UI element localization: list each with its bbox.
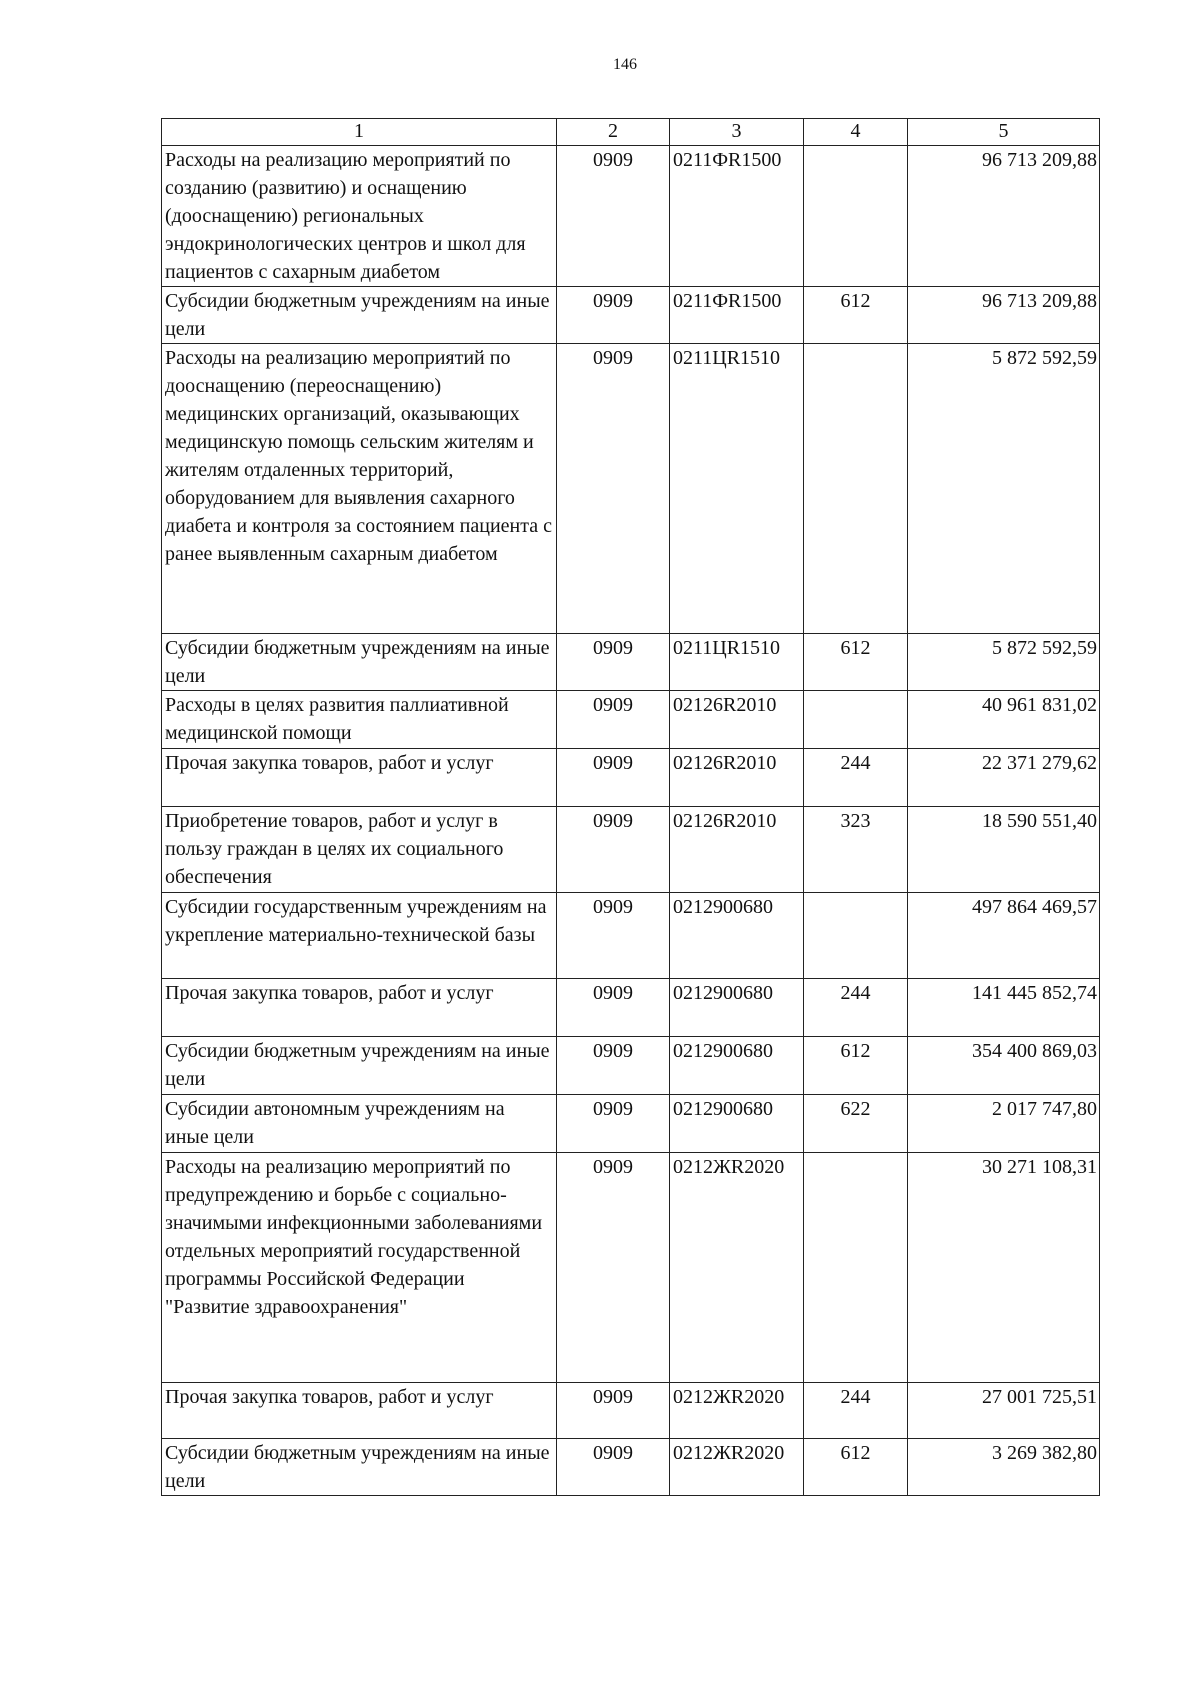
row-section: 0909 xyxy=(557,287,670,344)
row-section: 0909 xyxy=(557,634,670,691)
row-kind xyxy=(804,893,908,979)
header-row xyxy=(162,119,1100,146)
row-amount: 18 590 551,40 xyxy=(908,807,1100,893)
table-row xyxy=(162,287,1100,344)
row-kind: 612 xyxy=(804,634,908,691)
row-name: Расходы на реализацию мероприятий по дооснащению (переоснащению) медицинских организаций, оказывающих медицинскую помощь сельским жителям и жителям отдаленных территорий, оборудованием для выявления сахарного диабета и контроля за состоянием пациента с ранее выявленным сахарным диабетом xyxy=(162,344,557,634)
row-kind: 244 xyxy=(804,1383,908,1439)
table-row xyxy=(162,807,1100,893)
row-code: 02126R2010 xyxy=(670,807,804,893)
row-code: 0212900680 xyxy=(670,1037,804,1095)
header-col-2: 2 xyxy=(557,119,670,146)
row-amount: 96 713 209,88 xyxy=(908,287,1100,344)
row-kind: 323 xyxy=(804,807,908,893)
row-name: Расходы на реализацию мероприятий по созданию (развитию) и оснащению (дооснащению) региональных эндокринологических центров и школ для пациентов с сахарным диабетом xyxy=(162,146,557,287)
table-row xyxy=(162,1383,1100,1439)
header-col-3: 3 xyxy=(670,119,804,146)
row-section: 0909 xyxy=(557,1095,670,1153)
row-code: 0211ЦR1510 xyxy=(670,344,804,634)
row-amount: 497 864 469,57 xyxy=(908,893,1100,979)
header-col-5: 5 xyxy=(908,119,1100,146)
row-section: 0909 xyxy=(557,749,670,807)
row-amount: 5 872 592,59 xyxy=(908,634,1100,691)
row-kind: 612 xyxy=(804,1439,908,1496)
row-amount: 27 001 725,51 xyxy=(908,1383,1100,1439)
row-kind xyxy=(804,691,908,749)
table-row xyxy=(162,146,1100,287)
row-amount: 22 371 279,62 xyxy=(908,749,1100,807)
row-section: 0909 xyxy=(557,691,670,749)
row-code: 0212900680 xyxy=(670,893,804,979)
table-row xyxy=(162,749,1100,807)
row-amount: 5 872 592,59 xyxy=(908,344,1100,634)
table-row xyxy=(162,1153,1100,1383)
header-col-4: 4 xyxy=(804,119,908,146)
row-code: 0212ЖR2020 xyxy=(670,1439,804,1496)
row-section: 0909 xyxy=(557,1439,670,1496)
row-code: 0212ЖR2020 xyxy=(670,1383,804,1439)
row-amount: 354 400 869,03 xyxy=(908,1037,1100,1095)
row-kind: 244 xyxy=(804,749,908,807)
row-name: Прочая закупка товаров, работ и услуг xyxy=(162,979,557,1037)
row-name: Субсидии бюджетным учреждениям на иные цели xyxy=(162,1037,557,1095)
row-kind: 244 xyxy=(804,979,908,1037)
row-kind xyxy=(804,1153,908,1383)
page-number: 146 xyxy=(613,56,637,73)
row-name: Прочая закупка товаров, работ и услуг xyxy=(162,749,557,807)
row-name: Субсидии бюджетным учреждениям на иные цели xyxy=(162,634,557,691)
table-row xyxy=(162,979,1100,1037)
table-row xyxy=(162,1037,1100,1095)
row-amount: 141 445 852,74 xyxy=(908,979,1100,1037)
row-section: 0909 xyxy=(557,1153,670,1383)
row-amount: 3 269 382,80 xyxy=(908,1439,1100,1496)
row-amount: 40 961 831,02 xyxy=(908,691,1100,749)
row-name: Субсидии бюджетным учреждениям на иные цели xyxy=(162,1439,557,1496)
table-row xyxy=(162,344,1100,634)
row-name: Приобретение товаров, работ и услуг в пользу граждан в целях их социального обеспечения xyxy=(162,807,557,893)
row-code: 0212ЖR2020 xyxy=(670,1153,804,1383)
row-kind: 612 xyxy=(804,1037,908,1095)
row-section: 0909 xyxy=(557,344,670,634)
row-amount: 96 713 209,88 xyxy=(908,146,1100,287)
row-section: 0909 xyxy=(557,893,670,979)
row-section: 0909 xyxy=(557,1037,670,1095)
table-row xyxy=(162,1439,1100,1496)
row-code: 0211ФR1500 xyxy=(670,287,804,344)
row-code: 0212900680 xyxy=(670,979,804,1037)
row-name: Расходы в целях развития паллиативной медицинской помощи xyxy=(162,691,557,749)
row-amount: 2 017 747,80 xyxy=(908,1095,1100,1153)
row-section: 0909 xyxy=(557,146,670,287)
row-section: 0909 xyxy=(557,979,670,1037)
row-kind: 612 xyxy=(804,287,908,344)
row-name: Субсидии автономным учреждениям на иные цели xyxy=(162,1095,557,1153)
row-kind xyxy=(804,146,908,287)
row-name: Субсидии государственным учреждениям на укрепление материально-технической базы xyxy=(162,893,557,979)
table-row xyxy=(162,893,1100,979)
row-section: 0909 xyxy=(557,807,670,893)
header-col-1: 1 xyxy=(162,119,557,146)
table-row xyxy=(162,1095,1100,1153)
row-code: 02126R2010 xyxy=(670,691,804,749)
row-code: 0211ЦR1510 xyxy=(670,634,804,691)
row-name: Прочая закупка товаров, работ и услуг xyxy=(162,1383,557,1439)
row-name: Расходы на реализацию мероприятий по предупреждению и борьбе с социально-значимыми инфекционными заболеваниями отдельных мероприятий государственной программы Российской Федерации "Развитие здравоохранения" xyxy=(162,1153,557,1383)
row-kind: 622 xyxy=(804,1095,908,1153)
table-row xyxy=(162,634,1100,691)
row-name: Субсидии бюджетным учреждениям на иные цели xyxy=(162,287,557,344)
row-section: 0909 xyxy=(557,1383,670,1439)
row-kind xyxy=(804,344,908,634)
budget-table xyxy=(161,118,1100,1496)
row-code: 02126R2010 xyxy=(670,749,804,807)
row-code: 0211ФR1500 xyxy=(670,146,804,287)
row-amount: 30 271 108,31 xyxy=(908,1153,1100,1383)
table-row xyxy=(162,691,1100,749)
row-code: 0212900680 xyxy=(670,1095,804,1153)
